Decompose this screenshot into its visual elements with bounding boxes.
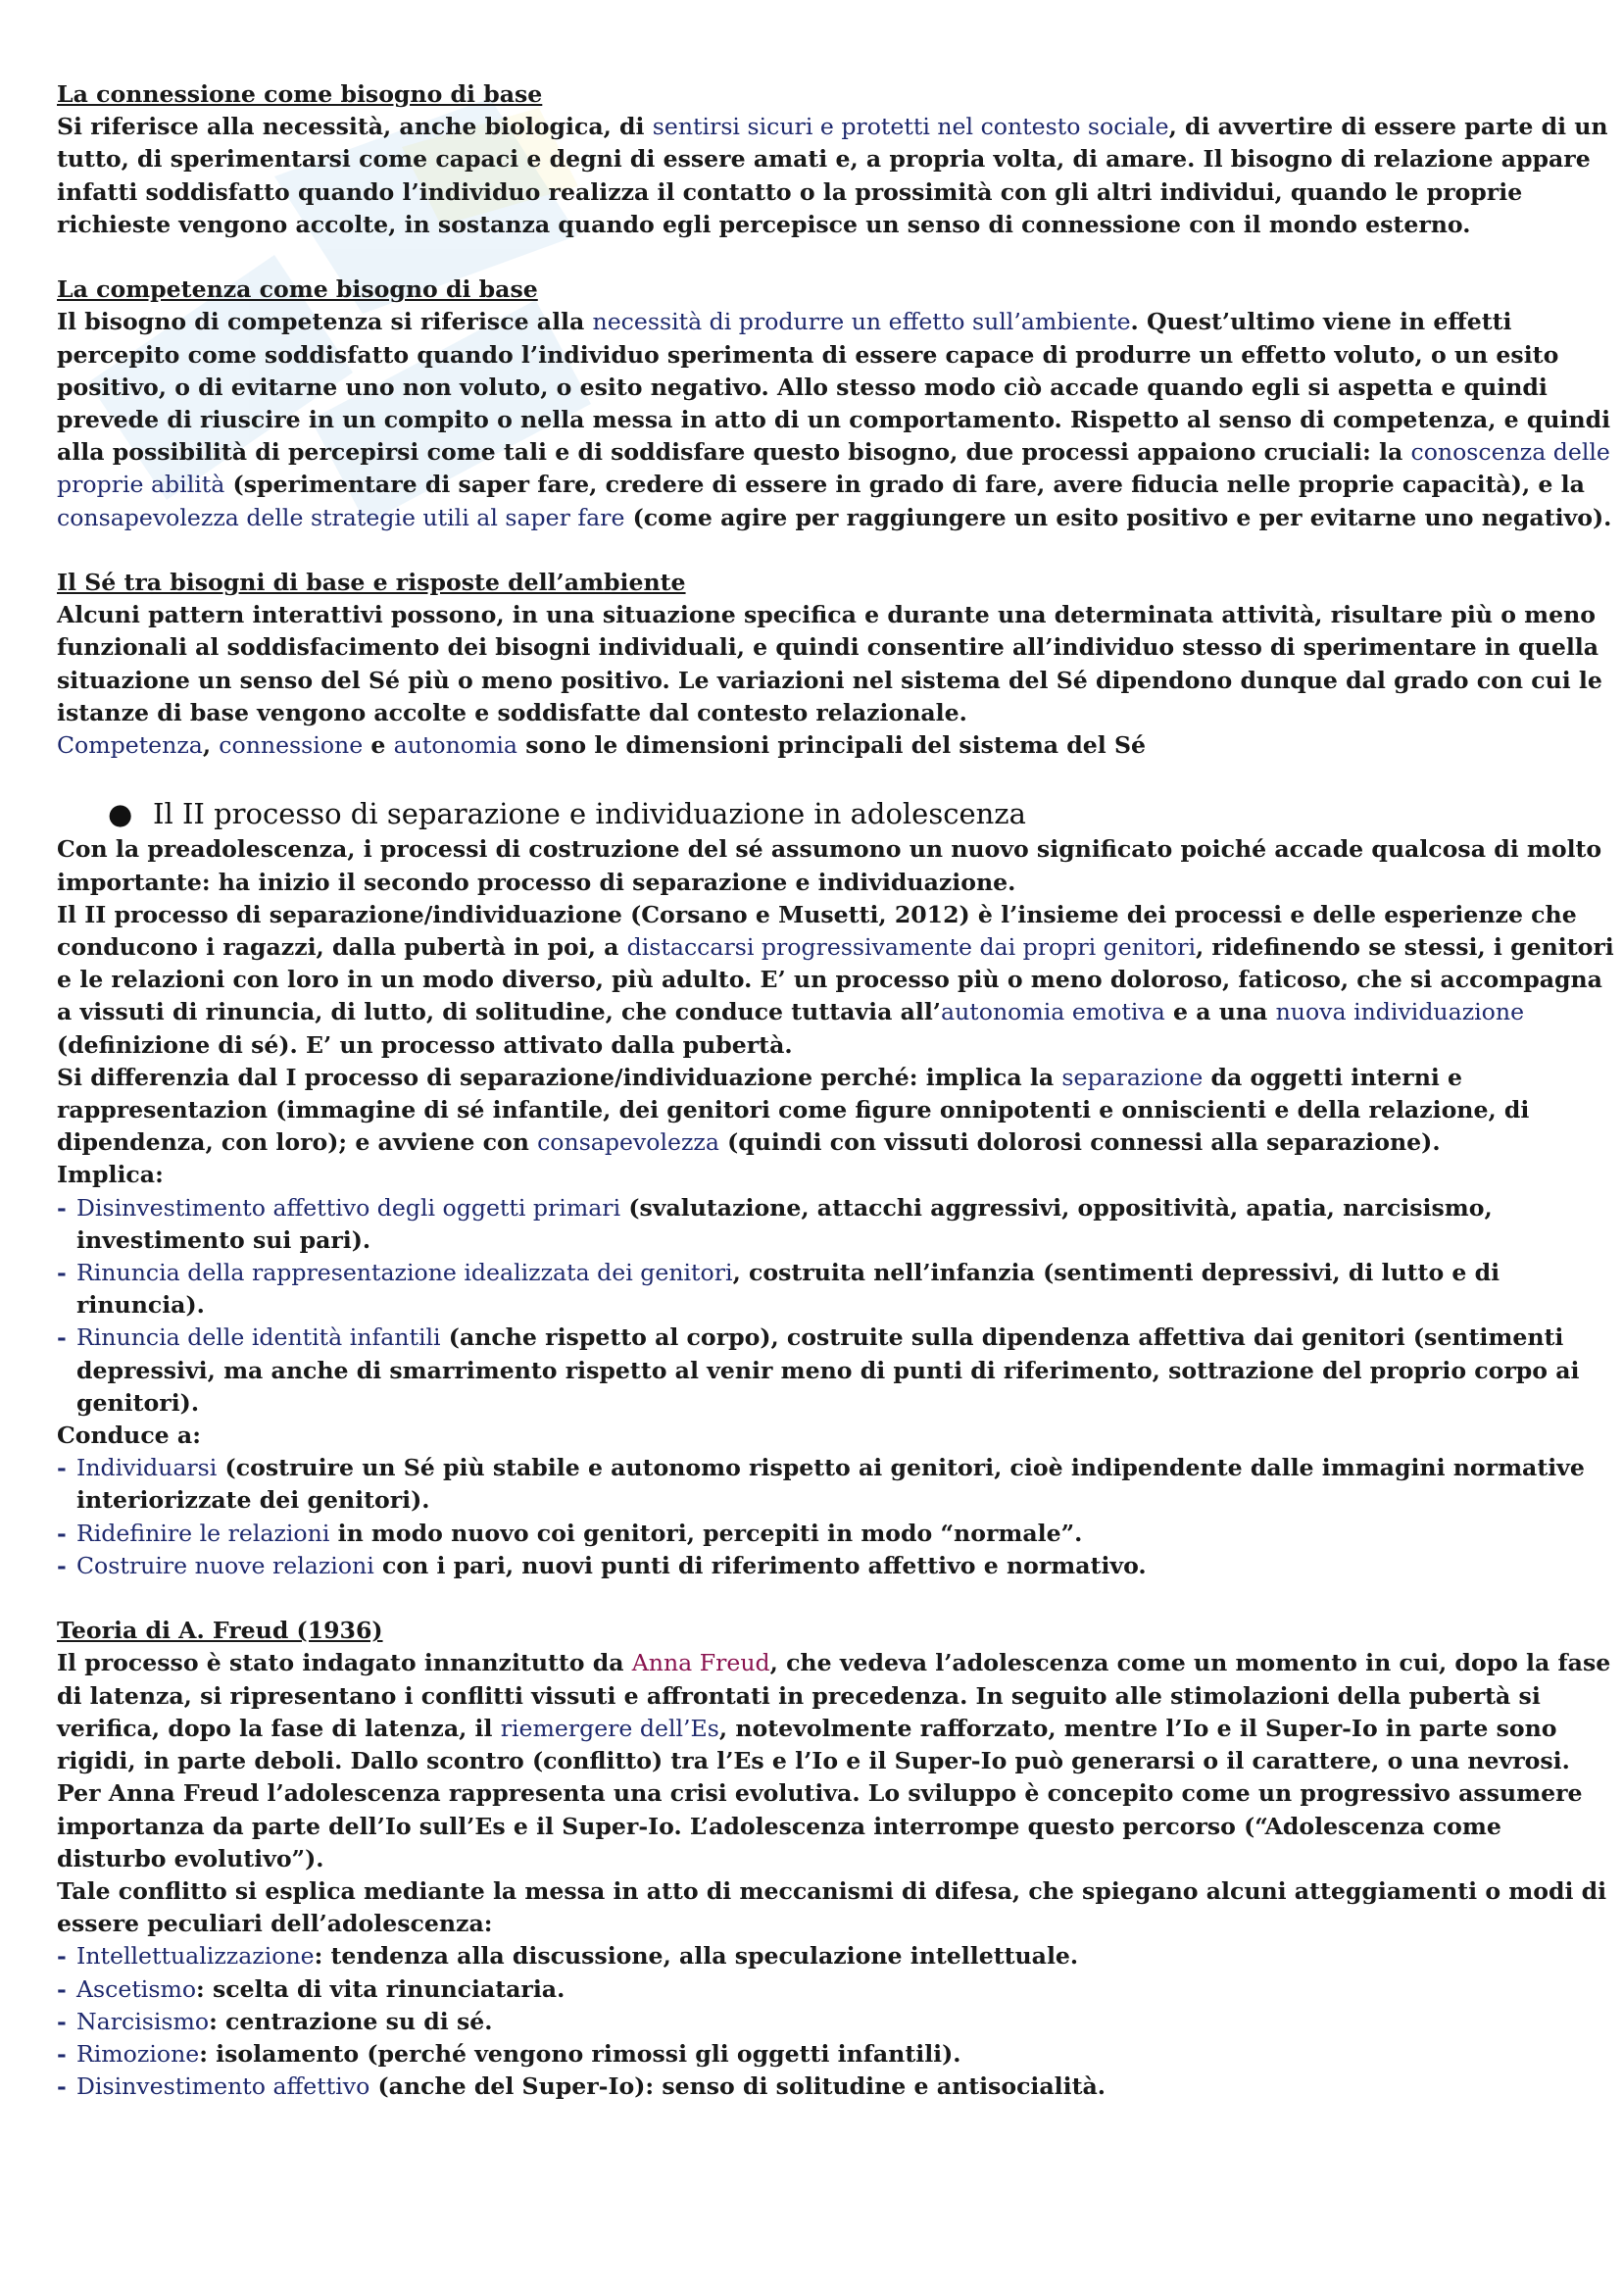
text-run: Alcuni pattern interattivi possono, in una situazione specifica e durante una determinata attività, risultare più o meno funzionali al soddisfacimento dei bisogni individuali, e quindi consentire all’individuo stesso di sperimentare in quella situazione un senso del Sé più o meno positivo. Le variazioni nel sistema del Sé dipendono dunque dal grado con cui le istanze di base vengono accolte e soddisfatte dal contesto relazionale. [57,601,1602,726]
paragraph-anna-freud [57,1647,1617,1777]
paragraph-competenza [57,306,1617,533]
list-item [57,2038,1617,2071]
text-run: , che vedeva l’adolescenza come un momento in cui, dopo la fase di latenza, si ripresentano i conflitti vissuti e affrontati in precedenza. In seguito alle stimolazioni della pubertà si verifica, dopo la fase di latenza, il [57,1649,1611,1742]
text-run: e a una [1164,998,1276,1026]
bullet-icon: ● [108,797,133,831]
highlighted-term: Competenza [57,731,203,760]
list-item [57,1940,1617,1972]
section-title-separazione [57,794,1617,833]
paragraph-meccanismi-difesa [57,1875,1617,1940]
text-run: : centrazione su di sé. [209,2007,493,2035]
highlighted-term: Intellettualizzazione [76,1942,315,1971]
list-item [57,1452,1617,1517]
text-run: da oggetti interni e rappresentazion (immagine di sé infantile, dei genitori come figure onnipotenti e onniscienti e della relazione, di dipendenza, con loro); e avviene con [57,1063,1530,1157]
highlighted-term: Individuarsi [76,1454,218,1482]
text-run: (costruire un Sé più stabile e autonomo rispetto ai genitori, cioè indipendente dalle immagini normative interiorizzate dei genitori). [76,1454,1585,1515]
highlighted-term: autonomia [393,731,517,760]
label-conduce: Conduce a: [57,1422,201,1450]
heading-teoria-freud: Teoria di A. Freud (1936) [57,1617,383,1645]
dash-bullet: - [57,2007,67,2035]
highlighted-term: consapevolezza delle strategie utili al saper fare [57,503,625,531]
paragraph-preadolescenza [57,833,1617,898]
heading-competenza: La competenza come bisogno di base [57,275,538,304]
dash-bullet: - [57,1454,67,1482]
highlighted-term: Ascetismo [76,1974,197,2003]
paragraph-dimensioni-se [57,729,1617,762]
text-run: : scelta di vita rinunciataria. [196,1974,566,2003]
text-run: , notevolmente rafforzato, mentre l’Io e il Super-Io in parte sono rigidi, in parte deboli. Dallo scontro (conflitto) tra l’Es e l’Io e il Super-Io può generarsi o il carattere, o una nevrosi. [57,1714,1570,1775]
list-item [57,2006,1617,2038]
list-item [57,1550,1617,1582]
text-run: , [202,731,220,760]
highlighted-term: connessione [219,731,364,760]
text-run: (svalutazione, attacchi aggressivi, oppositività, apatia, narcisismo, investimento sui pari). [76,1193,1493,1254]
dash-bullet: - [57,2039,67,2068]
list-item [57,2071,1617,2103]
text-run: Il II processo di separazione/individuazione (Corsano e Musetti, 2012) è l’insieme dei processi e delle esperienze che conducono i ragazzi, dalla pubertà in poi, a [57,900,1577,962]
highlighted-term: conoscenza delle proprie abilità [57,438,1610,499]
text-run: Tale conflitto si esplica mediante la messa in atto di meccanismi di difesa, che spiegano alcuni atteggiamenti o modi di essere peculiari dell’adolescenza: [57,1876,1607,1938]
paragraph-se-bisogni [57,599,1617,729]
highlighted-term: nuova individuazione [1275,998,1525,1026]
dash-bullet: - [57,1259,67,1287]
highlighted-term: Ridefinire le relazioni [76,1519,330,1547]
list-item [57,1973,1617,2006]
highlighted-term: Disinvestimento affettivo degli oggetti primari [76,1193,621,1222]
highlighted-term: Disinvestimento affettivo [76,2072,370,2101]
text-run: : isolamento (perché vengono rimossi gli oggetti infantili). [199,2039,961,2068]
label-implica: Implica: [57,1161,164,1189]
paragraph-crisi-evolutiva [57,1777,1617,1875]
heading-se-bisogni: Il Sé tra bisogni di base e risposte dell’ambiente [57,569,686,597]
highlighted-term: separazione [1061,1063,1204,1091]
text-run: Per Anna Freud l’adolescenza rappresenta una crisi evolutiva. Lo sviluppo è concepito come un progressivo assumere importanza da parte dell’Io sull’Es e il Super-Io. L’adolescenza interrompe questo percorso (“Adolescenza come disturbo evolutivo”). [57,1779,1583,1872]
text-run: Si riferisce alla necessità, anche biologica, di [57,113,653,141]
text-run: (quindi con vissuti dolorosi connessi alla separazione). [718,1128,1441,1157]
highlighted-term: Narcisismo [76,2007,210,2035]
highlighted-term: autonomia emotiva [941,998,1165,1026]
text-run: Il processo è stato indagato innanzitutto da [57,1649,632,1677]
text-run: , costruita nell’infanzia (sentimenti depressivi, di lutto e di rinuncia). [76,1259,1500,1320]
highlighted-name: Anna Freud [631,1649,770,1677]
highlighted-term: Rimozione [76,2039,200,2068]
text-run: con i pari, nuovi punti di riferimento affettivo e normativo. [373,1551,1147,1579]
list-item [57,1192,1617,1257]
list-conduce [57,1452,1617,1582]
list-implica [57,1192,1617,1420]
highlighted-term: riemergere dell’Es [500,1714,719,1742]
document-page [57,78,1617,2103]
dash-bullet: - [57,1942,67,1971]
highlighted-term: Costruire nuove relazioni [76,1551,374,1579]
heading-connessione: La connessione come bisogno di base [57,80,543,108]
text-run: sono le dimensioni principali del sistema del Sé [516,731,1147,760]
paragraph-differenza [57,1062,1617,1160]
list-item [57,1322,1617,1420]
paragraph-definizione-processo [57,899,1617,1062]
dash-bullet: - [57,1974,67,2003]
list-item [57,1257,1617,1322]
dash-bullet: - [57,2072,67,2101]
text-run: (sperimentare di saper fare, credere di essere in grado di fare, avere fiducia nelle proprie capacità), e la [224,471,1585,499]
highlighted-term: consapevolezza [537,1128,719,1157]
section-title-text: Il II processo di separazione e individuazione in adolescenza [153,797,1026,831]
text-run: . Quest’ultimo viene in effetti percepito come soddisfatto quando l’individuo sperimenta di essere capace di produrre un effetto voluto, o un esito positivo, o di evitarne uno non voluto, o esito negativo. Allo stesso modo ciò accade quando egli si aspetta e quindi prevede di riuscire in un compito o nella messa in atto di un comportamento. Rispetto al senso di competenza, e quindi alla possibilità di percepirsi come tali e di soddisfare questo bisogno, due processi appaiono cruciali: la [57,308,1611,467]
highlighted-term: distaccarsi progressivamente dai propri genitori [626,933,1196,962]
highlighted-term: necessità di produrre un effetto sull’ambiente [592,308,1131,336]
dash-bullet: - [57,1519,67,1547]
dash-bullet: - [57,1193,67,1222]
highlighted-term: Rinuncia della rappresentazione idealizzata dei genitori [76,1259,733,1287]
list-item [57,1518,1617,1550]
paragraph-connessione [57,111,1617,241]
dash-bullet: - [57,1551,67,1579]
highlighted-term: sentirsi sicuri e protetti nel contesto sociale [652,113,1169,141]
highlighted-term: Rinuncia delle identità infantili [76,1323,441,1352]
text-run: Con la preadolescenza, i processi di costruzione del sé assumono un nuovo significato poiché accade qualcosa di molto importante: ha inizio il secondo processo di separazione e individuazione. [57,835,1602,896]
text-run: (definizione di sé). E’ un processo attivato dalla pubertà. [57,1030,793,1059]
text-run: Il bisogno di competenza si riferisce alla [57,308,593,336]
text-run: : tendenza alla discussione, alla speculazione intellettuale. [314,1942,1079,1971]
text-run: in modo nuovo coi genitori, percepiti in modo “normale”. [329,1519,1083,1547]
dash-bullet: - [57,1323,67,1352]
text-run: (anche rispetto al corpo), costruite sulla dipendenza affettiva dai genitori (sentimenti depressivi, ma anche di smarrimento rispetto al venir meno di punti di riferimento, sottrazione del proprio corpo ai genitori). [76,1323,1580,1417]
text-run: (come agire per raggiungere un esito positivo e per evitarne uno negativo). [624,503,1612,531]
text-run: , di avvertire di essere parte di un tutto, di sperimentarsi come capaci e degni di essere amati e, a propria volta, di amare. Il bisogno di relazione appare infatti soddisfatto quando l’individuo realizza il contatto o la prossimità con gli altri individui, quando le proprie richieste vengono accolte, in sostanza quando egli percepisce un senso di connessione con il mondo esterno. [57,113,1608,238]
text-run: e [363,731,394,760]
text-run: (anche del Super-Io): senso di solitudine e antisocialità. [369,2072,1107,2101]
text-run: Si differenzia dal I processo di separazione/individuazione perché: implica la [57,1063,1062,1091]
list-meccanismi [57,1940,1617,2103]
text-run: , ridefinendo se stessi, i genitori e le relazioni con loro in un modo diverso, più adulto. E’ un processo più o meno doloroso, faticoso, che si accompagna a vissuti di rinuncia, di lutto, di solitudine, che conduce tuttavia all’ [57,933,1614,1026]
